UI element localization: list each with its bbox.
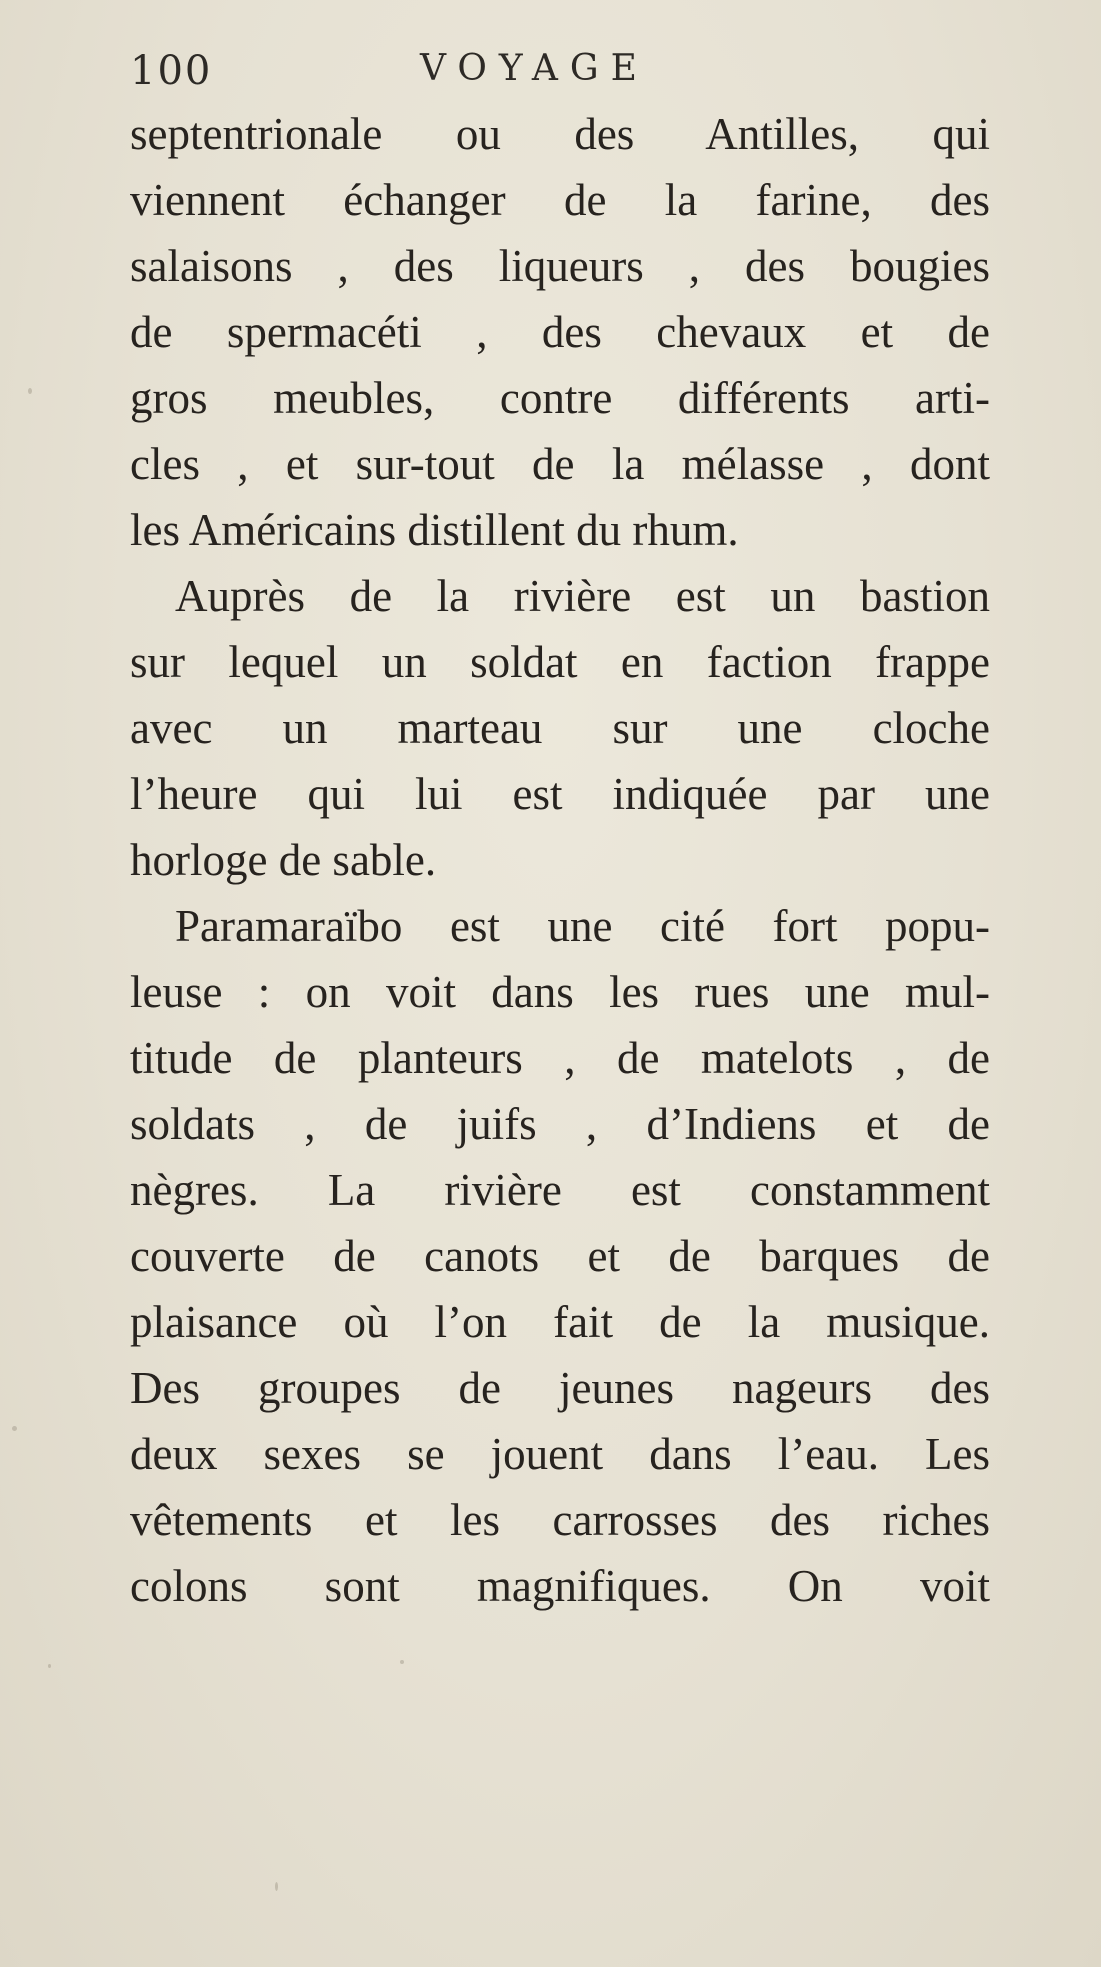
text-line: couverte de canots et de barques de (130, 1231, 990, 1281)
paragraph-first-line: Auprès de la rivière est un bastion (175, 571, 990, 621)
text-line: soldats , de juifs , d’Indiens et de (130, 1099, 990, 1149)
text-line: nègres. La rivière est constamment (130, 1165, 990, 1215)
text-line: les Américains distillent du rhum. (130, 505, 739, 555)
text-line: avec un marteau sur une cloche (130, 703, 990, 753)
text-line: Des groupes de jeunes nageurs des (130, 1363, 990, 1413)
paper-speck (48, 1664, 51, 1668)
text-line: l’heure qui lui est indiquée par une (130, 769, 990, 819)
text-line: de spermacéti , des chevaux et de (130, 307, 990, 357)
paragraph-first-line: Paramaraïbo est une cité fort popu- (175, 901, 990, 951)
text-line: viennent échanger de la farine, des (130, 175, 990, 225)
text-line: colons sont magnifiques. On voit (130, 1561, 990, 1611)
running-title: VOYAGE (420, 48, 649, 89)
text-line: horloge de sable. (130, 835, 437, 885)
text-line: salaisons , des liqueurs , des bougies (130, 241, 990, 291)
page-header (130, 42, 990, 102)
text-line: deux sexes se jouent dans l’eau. Les (130, 1429, 990, 1479)
text-line: titude de planteurs , de matelots , de (130, 1033, 990, 1083)
text-line: vêtements et les carrosses des riches (130, 1495, 990, 1545)
text-line: gros meubles, contre différents arti- (130, 373, 990, 423)
paper-speck (400, 1660, 404, 1664)
paper-speck (28, 388, 32, 394)
paper-speck (12, 1426, 17, 1431)
text-line: septentrionale ou des Antilles, qui (130, 109, 990, 159)
text-line: plaisance où l’on fait de la musique. (130, 1297, 990, 1347)
paper-speck (275, 1882, 278, 1891)
page-number: 100 (130, 48, 213, 94)
text-line: cles , et sur-tout de la mélasse , dont (130, 439, 990, 489)
text-line: sur lequel un soldat en faction frappe (130, 637, 990, 687)
body-text (130, 101, 990, 1619)
text-line: leuse : on voit dans les rues une mul- (130, 967, 990, 1017)
